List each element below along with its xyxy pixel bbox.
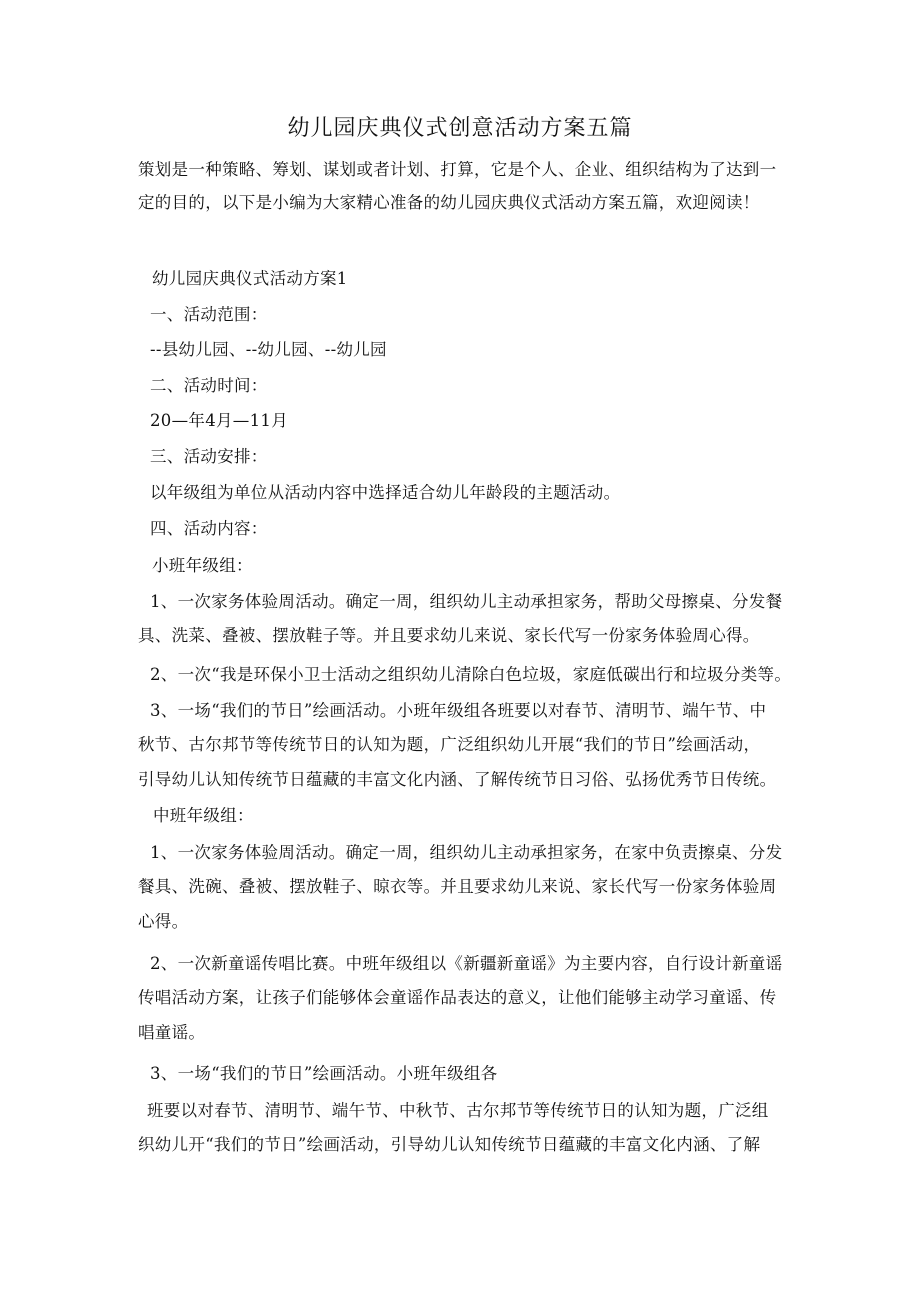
small-class-heading: 小班年级组：	[152, 556, 253, 575]
middle-item-1-line-3: 心得。	[138, 912, 189, 931]
section-text-time: 20—年4月—11月	[150, 411, 288, 430]
middle-item-1-line-2: 餐具、洗碗、叠被、摆放鞋子、晾衣等。并且要求幼儿来说、家长代写一份家务体验周	[138, 877, 777, 896]
middle-item-3-line-2: 班要以对春节、清明节、端午节、中秋节、古尔邦节等传统节日的认知为题，广泛组	[147, 1101, 769, 1120]
section-heading-time: 二、活动时间：	[150, 376, 268, 395]
middle-item-2-line-2: 传唱活动方案，让孩子们能够体会童谣作品表达的意义，让他们能够主动学习童谣、传	[138, 988, 777, 1007]
small-item-1-line-1: 1、一次家务体验周活动。确定一周，组织幼儿主动承担家务，帮助父母擦桌、分发餐	[150, 592, 783, 611]
section-text-scope: --县幼儿园、--幼儿园、--幼儿园	[150, 340, 387, 359]
intro-line-2: 定的目的，以下是小编为大家精心准备的幼儿园庆典仪式活动方案五篇，欢迎阅读！	[138, 193, 760, 212]
small-item-3-line-1: 3、一场“我们的节日”绘画活动。小班年级组各班要以对春节、清明节、端午节、中	[150, 701, 767, 720]
small-item-1-line-2: 具、洗菜、叠被、摆放鞋子等。并且要求幼儿来说、家长代写一份家务体验周心得。	[138, 626, 760, 645]
page-title: 幼儿园庆典仪式创意活动方案五篇	[287, 116, 633, 141]
middle-item-1-line-1: 1、一次家务体验周活动。确定一周，组织幼儿主动承担家务，在家中负责擦桌、分发	[150, 843, 783, 862]
middle-item-3-line-1: 3、一场“我们的节日”绘画活动。小班年级组各	[150, 1064, 498, 1083]
small-item-3-line-3: 引导幼儿认知传统节日蕴藏的丰富文化内涵、了解传统节日习俗、弘扬优秀节日传统。	[138, 770, 777, 789]
plan-heading: 幼儿园庆典仪式活动方案1	[152, 269, 348, 288]
section-heading-content: 四、活动内容：	[150, 519, 268, 538]
section-text-arrangement: 以年级组为单位从活动内容中选择适合幼儿年龄段的主题活动。	[150, 483, 621, 502]
intro-line-1: 策划是一种策略、筹划、谋划或者计划、打算，它是个人、企业、组织结构为了达到一	[138, 160, 777, 179]
middle-class-heading: 中班年级组：	[153, 806, 254, 825]
small-item-2-line-1: 2、一次“我是环保小卫士活动之组织幼儿清除白色垃圾，家庭低碳出行和垃圾分类等。	[150, 665, 792, 684]
middle-item-2-line-1: 2、一次新童谣传唱比赛。中班年级组以《新疆新童谣》为主要内容，自行设计新童谣	[150, 954, 783, 973]
section-heading-scope: 一、活动范围：	[150, 305, 268, 324]
small-item-3-line-2: 秋节、古尔邦节等传统节日的认知为题，广泛组织幼儿开展“我们的节日”绘画活动，	[138, 735, 761, 754]
section-heading-arrangement: 三、活动安排：	[150, 447, 268, 466]
middle-item-3-line-3: 织幼儿开“我们的节日”绘画活动，引导幼儿认知传统节日蕴藏的丰富文化内涵、了解	[138, 1135, 761, 1154]
middle-item-2-line-3: 唱童谣。	[138, 1023, 206, 1042]
